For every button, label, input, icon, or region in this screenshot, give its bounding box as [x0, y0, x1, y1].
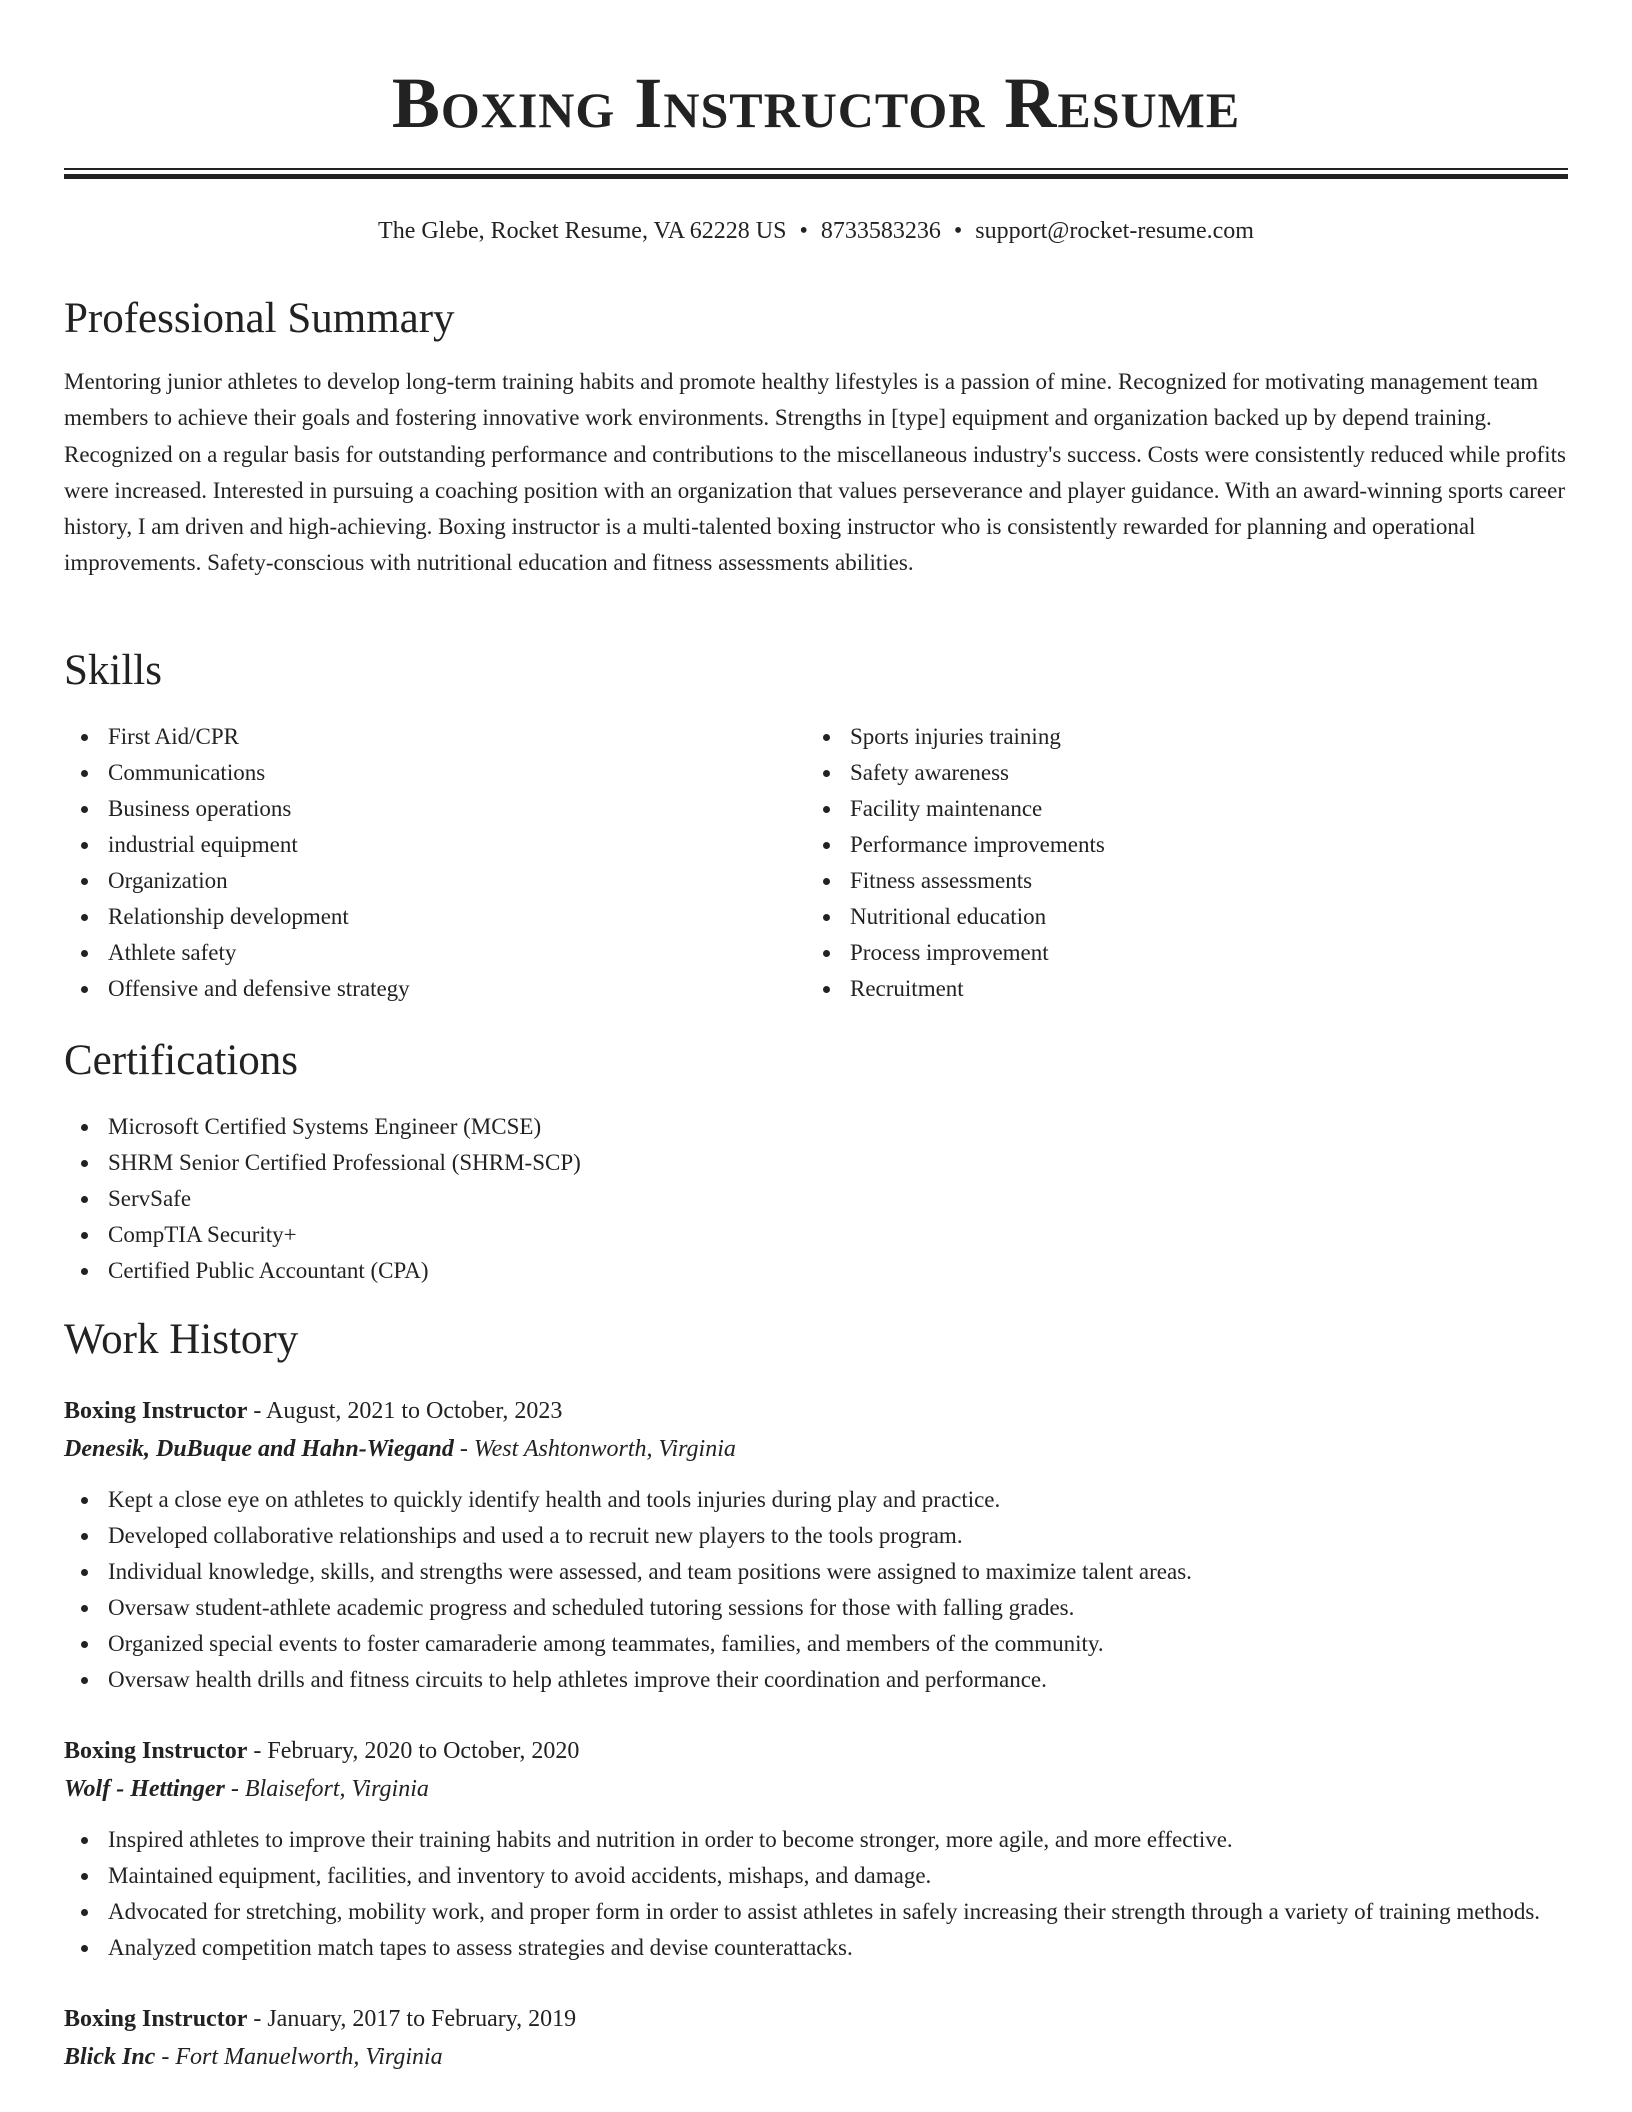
job-title-line — [64, 1392, 1568, 1430]
job-duty-item: Analyzed competition match tapes to assess strategies and devise counterattacks. — [64, 1930, 1568, 1966]
job-title: Boxing Instructor — [64, 2006, 248, 2032]
job-entry — [64, 1732, 1568, 1966]
certifications-list — [64, 1109, 1064, 1289]
job-duty-item: Developed collaborative relationships and used a to recruit new players to the tools program. — [64, 1518, 1568, 1554]
skill-item: Sports injuries training — [806, 719, 1506, 755]
skill-item: Athlete safety — [64, 935, 764, 971]
title-rule-thick — [64, 174, 1568, 179]
contact-separator: • — [799, 218, 808, 244]
work-history-heading: Work History — [64, 1316, 299, 1363]
skills-heading: Skills — [64, 647, 162, 694]
skill-item: Performance improvements — [806, 827, 1506, 863]
job-duty-item: Advocated for stretching, mobility work, and proper form in order to assist athletes in safely increasing their strength through a variety of training methods. — [64, 1894, 1568, 1930]
contact-separator: • — [953, 218, 963, 244]
summary-text: Mentoring junior athletes to develop long-term training habits and promote healthy lifestyles is a passion of mine. Recognized for motivating management team members to achieve their goals and fostering innovative work environments. Strengths in [type] equipment and organization backed up by depend training. Recognized on a regular basis for outstanding performance and contributions to the miscellaneous industry's success. Costs were consistently reduced while profits were increased. Interested in pursuing a coaching position with an organization that values perseverance and player guidance. With an award-winning sports career history, I am driven and high-achieving. Boxing instructor is a multi-talented boxing instructor who is consistently rewarded for planning and operational improvements. Safety-conscious with nutritional education and fitness assessments abilities. — [64, 369, 1566, 576]
skill-item: Nutritional education — [806, 899, 1506, 935]
skill-item: Recruitment — [806, 971, 1506, 1007]
skill-item: Facility maintenance — [806, 791, 1506, 827]
skill-item: Offensive and defensive strategy — [64, 971, 764, 1007]
skills-list-right — [806, 719, 1506, 1007]
employer-line — [64, 1770, 1568, 1808]
dash-separator: - — [224, 1776, 245, 1802]
job-duty-item: Oversaw student-athlete academic progress and scheduled tutoring sessions for those with falling grades. — [64, 1590, 1568, 1626]
skill-item: Process improvement — [806, 935, 1506, 971]
dash-separator: - — [453, 1436, 474, 1462]
skill-item: industrial equipment — [64, 827, 764, 863]
contact-address: The Glebe, Rocket Resume, VA 62228 US — [378, 218, 787, 244]
skill-item: Fitness assessments — [806, 863, 1506, 899]
certification-item: SHRM Senior Certified Professional (SHRM-SCP) — [64, 1145, 1064, 1181]
dash-separator: - — [247, 1738, 268, 1764]
employer-line — [64, 2038, 1568, 2076]
skills-list-left — [64, 719, 764, 1007]
dash-separator: - — [247, 1398, 267, 1424]
title-rule-thin — [64, 168, 1568, 170]
job-title-line — [64, 1732, 1568, 1770]
skill-item: Business operations — [64, 791, 764, 827]
dash-separator: - — [247, 2006, 268, 2032]
job-duty-item: Inspired athletes to improve their training habits and nutrition in order to become stronger, more agile, and more effective. — [64, 1822, 1568, 1858]
job-location: Fort Manuelworth, Virginia — [175, 2044, 443, 2070]
job-dates: August, 2021 to October, 2023 — [266, 1398, 563, 1424]
job-title: Boxing Instructor — [64, 1398, 248, 1424]
job-duties-list — [64, 1482, 1568, 1698]
contact-line — [0, 214, 1632, 248]
job-duty-item: Individual knowledge, skills, and strengths were assessed, and team positions were assigned to maximize talent areas. — [64, 1554, 1568, 1590]
resume-title: Boxing Instructor Resume — [391, 63, 1241, 143]
employer-name: Denesik, DuBuque and Hahn-Wiegand — [64, 1436, 454, 1462]
skill-item: Communications — [64, 755, 764, 791]
job-duties-list — [64, 1822, 1568, 1966]
certification-item: Certified Public Accountant (CPA) — [64, 1253, 1064, 1289]
job-title-line — [64, 2000, 1568, 2038]
dash-separator: - — [155, 2044, 176, 2070]
job-entry — [64, 2000, 1568, 2076]
job-duty-item: Organized special events to foster camaraderie among teammates, families, and members of the community. — [64, 1626, 1568, 1662]
employer-name: Wolf - Hettinger — [64, 1776, 225, 1802]
skill-item: First Aid/CPR — [64, 719, 764, 755]
employer-name: Blick Inc — [64, 2044, 156, 2070]
skill-item: Relationship development — [64, 899, 764, 935]
skill-item: Organization — [64, 863, 764, 899]
job-dates: February, 2020 to October, 2020 — [267, 1738, 580, 1764]
summary-heading: Professional Summary — [64, 295, 455, 342]
contact-phone: 8733583236 — [820, 218, 941, 244]
job-duty-item: Oversaw health drills and fitness circuits to help athletes improve their coordination and performance. — [64, 1662, 1568, 1698]
certifications-heading: Certifications — [64, 1037, 299, 1084]
work-history-list — [64, 1392, 1568, 2110]
job-title: Boxing Instructor — [64, 1738, 248, 1764]
job-location: West Ashtonworth, Virginia — [473, 1436, 736, 1462]
certification-item: CompTIA Security+ — [64, 1217, 1064, 1253]
skill-item: Safety awareness — [806, 755, 1506, 791]
certification-item: ServSafe — [64, 1181, 1064, 1217]
job-duty-item: Kept a close eye on athletes to quickly identify health and tools injuries during play and practice. — [64, 1482, 1568, 1518]
employer-line — [64, 1430, 1568, 1468]
job-location: Blaisefort, Virginia — [244, 1776, 429, 1802]
contact-email: support@rocket-resume.com — [975, 218, 1254, 244]
certification-item: Microsoft Certified Systems Engineer (MCSE) — [64, 1109, 1064, 1145]
job-dates: January, 2017 to February, 2019 — [267, 2006, 577, 2032]
job-entry — [64, 1392, 1568, 1698]
job-duty-item: Maintained equipment, facilities, and inventory to avoid accidents, mishaps, and damage. — [64, 1858, 1568, 1894]
